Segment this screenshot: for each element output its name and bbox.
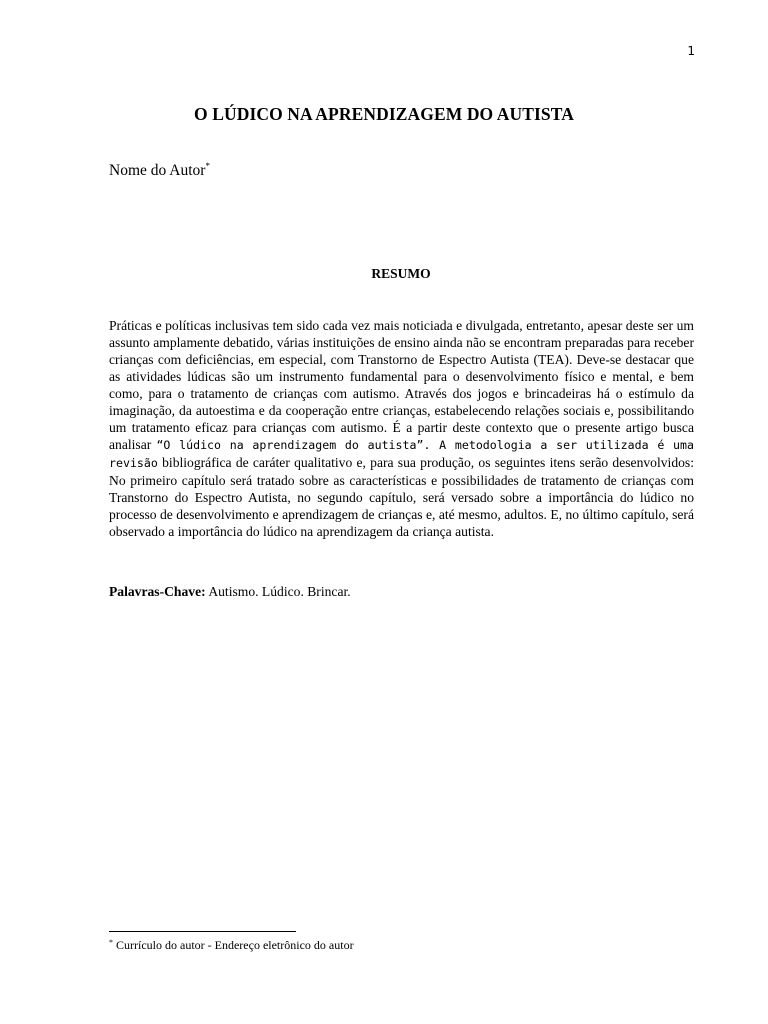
keywords-label: Palavras-Chave: — [109, 584, 206, 599]
abstract-text-part2: bibliográfica de caráter qualitativo e, para sua produção, os seguintes itens serão desenvolvidos: No primeiro capítulo será tratado sobre as características e possibilidades de tratamento de crianças com Transtorno do Espectro Autista, no segundo capítulo, será versado sobre a importância do lúdico no processo de desenvolvimento e aprendizagem de crianças e, até mesmo, adultos. E, no último capítulo, será observado a importância do lúdico na aprendizagem da criança autista. — [109, 455, 694, 539]
author-footnote-mark: * — [205, 161, 210, 171]
author-name: Nome do Autor — [109, 162, 206, 179]
keywords-value: Autismo. Lúdico. Brincar. — [208, 584, 351, 599]
footnote-mark: * — [109, 938, 113, 947]
abstract-heading: RESUMO — [371, 266, 431, 281]
abstract-body — [109, 317, 694, 540]
page-number: 1 — [687, 44, 695, 58]
footnote — [109, 938, 354, 953]
abstract-text-part1: Práticas e políticas inclusivas tem sido cada vez mais noticiada e divulgada, entretanto, apesar deste ser um assunto amplamente debatido, várias instituições de ensino ainda não se encontram preparadas para receber crianças com deficiências, em especial, com Transtorno de Espectro Autista (TEA). Deve-se destacar que as atividades lúdicas são um instrumento fundamental para o desenvolvimento físico e mental, e bem como, para o tratamento de crianças com autismo. Através dos jogos e brincadeiras há o estímulo da imaginação, da autoestima e da cooperação entre crianças, estabelecendo relações sociais e, possibilitando um tratamento eficaz para crianças com autismo. É a partir deste contexto que o presente artigo busca analisar — [109, 318, 694, 452]
footnote-text: Currículo do autor - Endereço eletrônico do autor — [116, 938, 354, 952]
author-line — [109, 161, 210, 180]
footnote-divider — [109, 931, 296, 932]
abstract-quoted-title: “O lúdico na aprendizagem do autista”. A metodologia a ser utilizada é uma revisão — [109, 438, 694, 470]
document-title: O LÚDICO NA APRENDIZAGEM DO AUTISTA — [194, 104, 574, 124]
keywords-line — [109, 584, 351, 600]
